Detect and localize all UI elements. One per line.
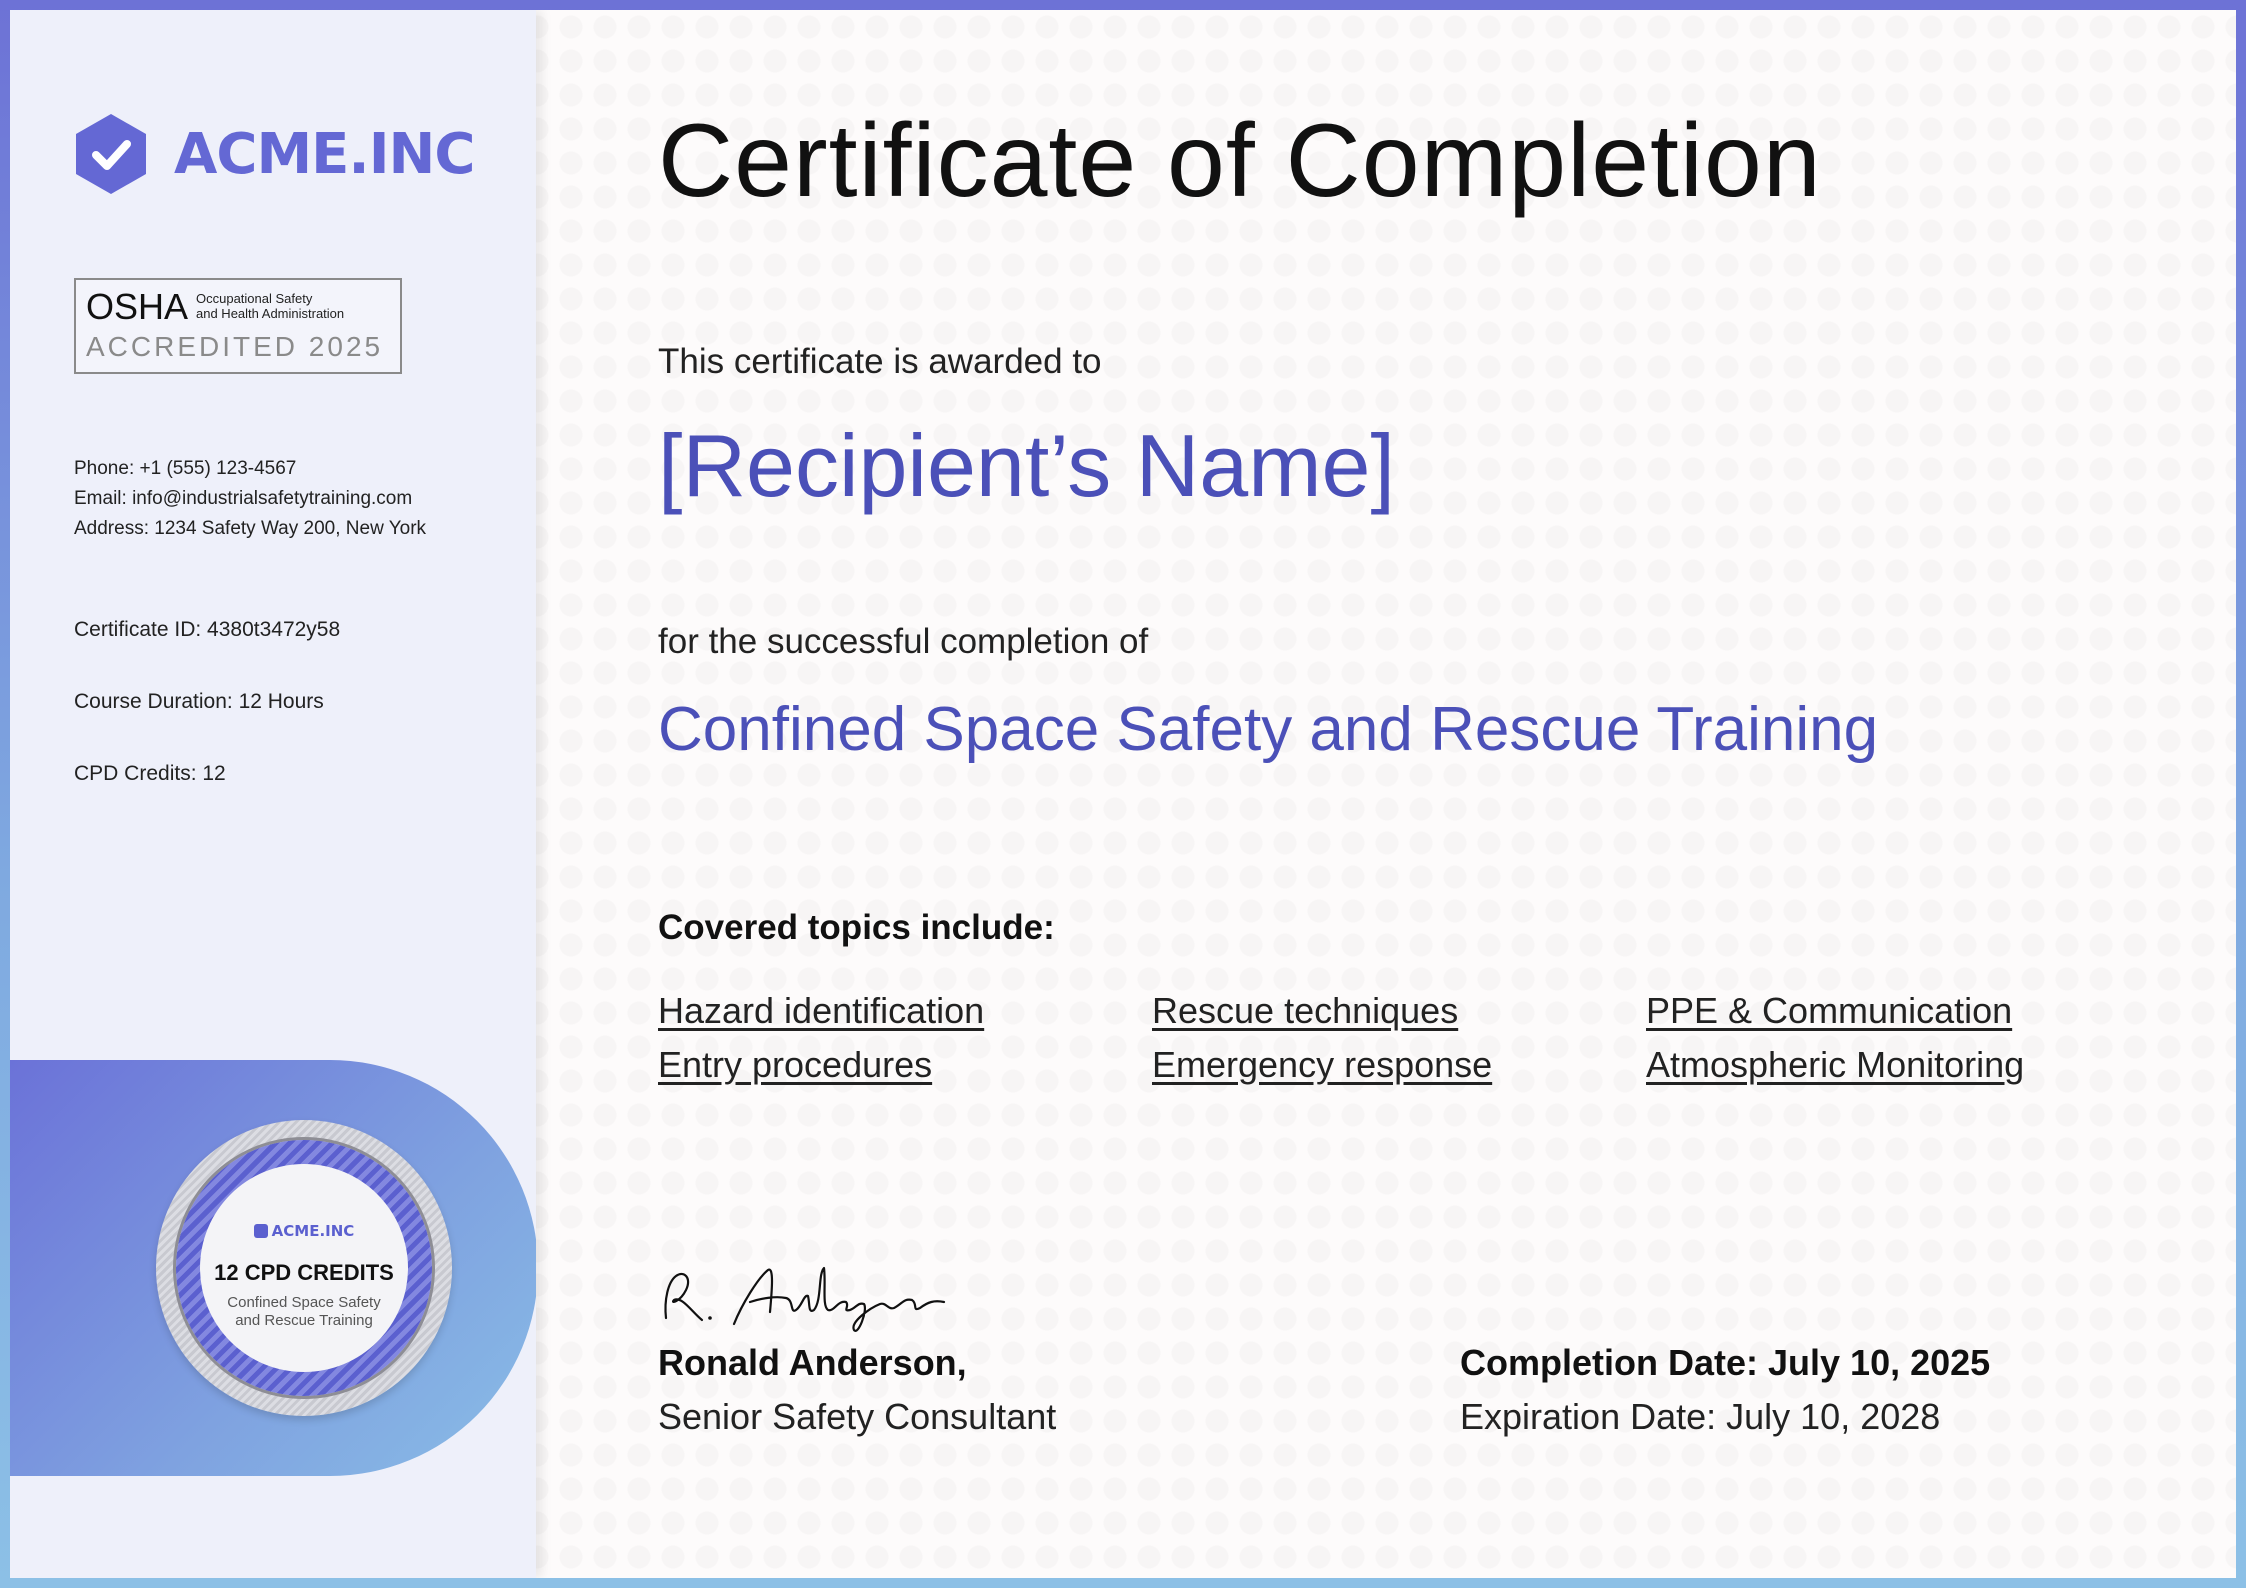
brand-name: ACME.INC [174, 121, 475, 187]
signer-name: Ronald Anderson, [658, 1342, 967, 1383]
accreditation-status: ACCREDITED 2025 [86, 331, 384, 362]
topic-link[interactable]: Entry procedures [658, 1044, 933, 1085]
completion-label: for the successful completion of [658, 622, 1149, 661]
course-name: Confined Space Safety and Rescue Training [658, 695, 1879, 764]
osha-full-line1: Occupational Safety [196, 291, 313, 306]
topic-link[interactable]: Hazard identification [658, 990, 985, 1031]
awarded-to-label: This certificate is awarded to [658, 342, 1102, 381]
cpd-credits: CPD Credits: 12 [74, 762, 226, 785]
badge-credits: 12 CPD CREDITS [214, 1260, 394, 1285]
certificate-page [10, 10, 2236, 1578]
topic-link[interactable]: Atmospheric Monitoring [1646, 1044, 2025, 1085]
contact-phone: Phone: +1 (555) 123-4567 [74, 458, 297, 479]
expiration-date: Expiration Date: July 10, 2028 [1460, 1396, 1941, 1437]
badge-course-line2: and Rescue Training [235, 1312, 373, 1329]
recipient-name: [Recipient’s Name] [658, 416, 1395, 515]
certificate-title: Certificate of Completion [658, 103, 1822, 219]
osha-name: OSHA [86, 286, 189, 327]
completion-date: Completion Date: July 10, 2025 [1460, 1342, 1991, 1383]
badge-brand-name: ACME.INC [271, 1222, 355, 1240]
topic-link[interactable]: Rescue techniques [1152, 990, 1459, 1031]
certificate-id: Certificate ID: 4380t3472y58 [74, 618, 341, 641]
topic-link[interactable]: PPE & Communication [1646, 990, 2013, 1031]
certificate-body [10, 10, 2236, 1578]
contact-address: Address: 1234 Safety Way 200, New York [74, 518, 427, 539]
signer-title: Senior Safety Consultant [658, 1396, 1057, 1437]
osha-full-line2: and Health Administration [196, 306, 345, 321]
course-duration: Course Duration: 12 Hours [74, 690, 324, 713]
topic-link[interactable]: Emergency response [1152, 1044, 1493, 1085]
contact-email: Email: info@industrialsafetytraining.com [74, 488, 413, 509]
topics-heading: Covered topics include: [658, 908, 1055, 947]
signature-image [658, 1260, 948, 1340]
badge-course-line1: Confined Space Safety [227, 1294, 381, 1311]
